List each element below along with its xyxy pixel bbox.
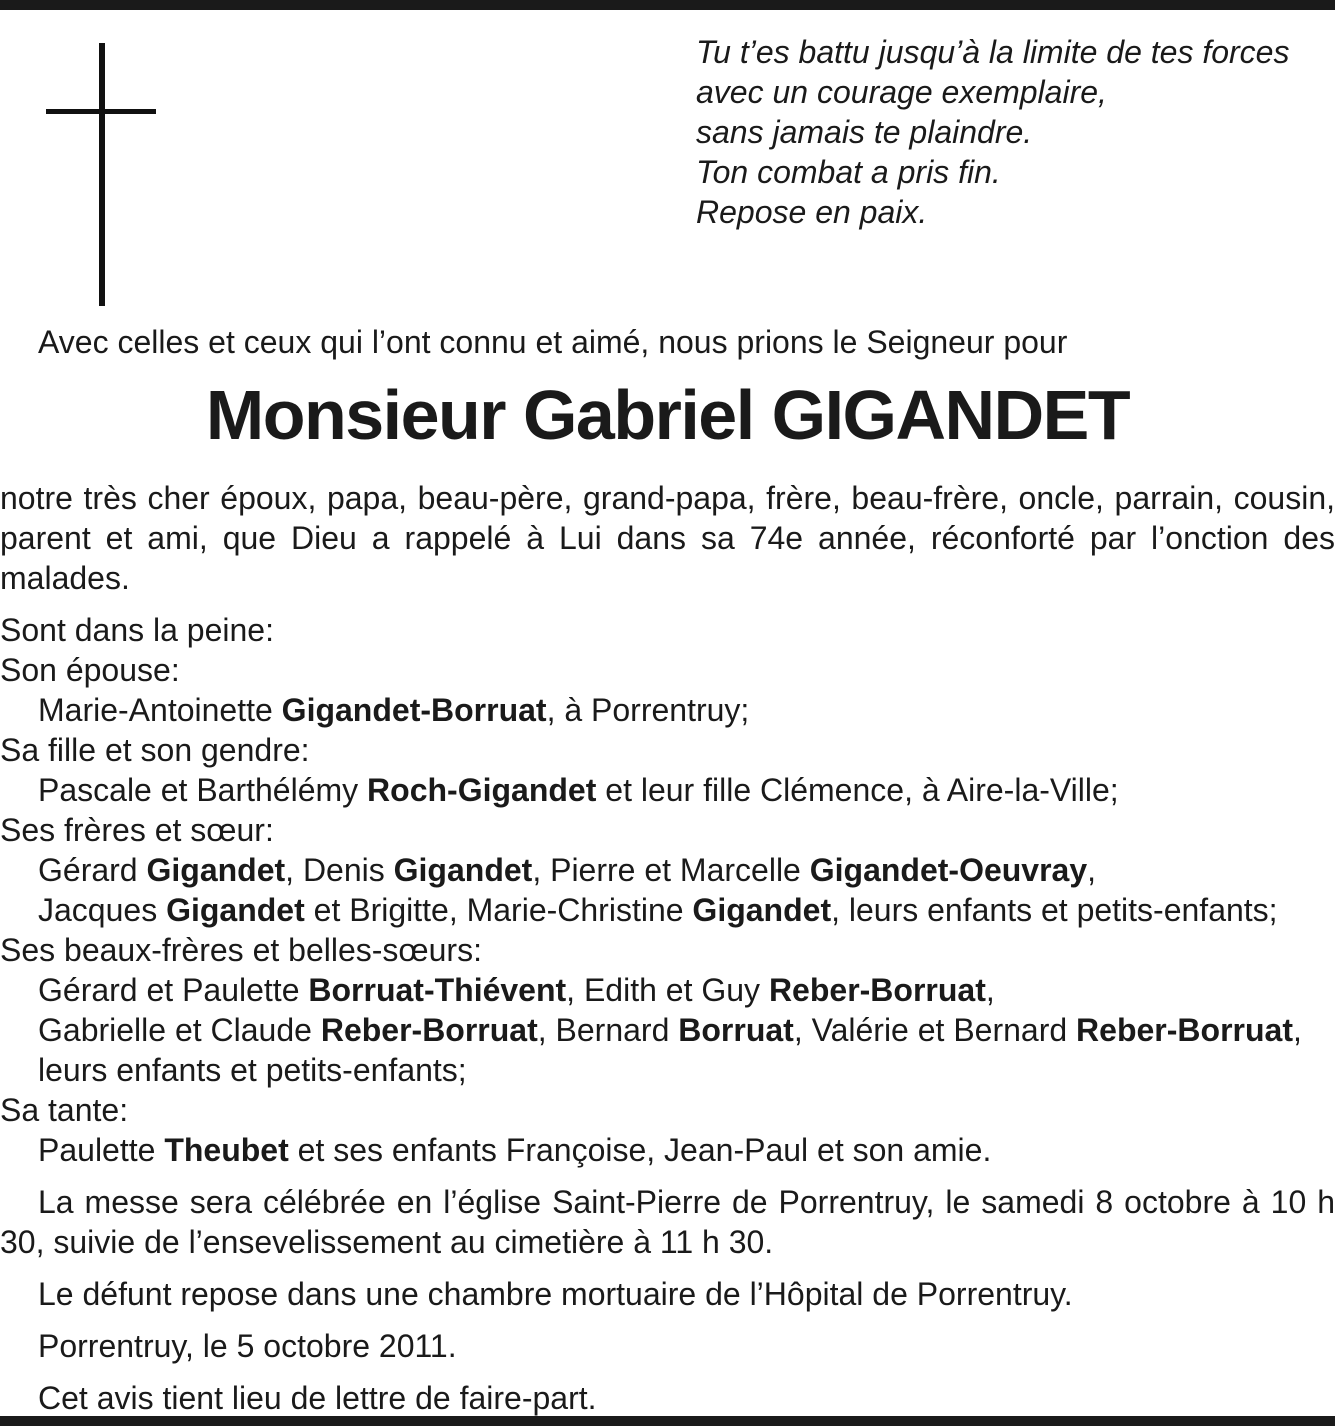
poem-line: Ton combat a pris fin.	[696, 154, 1001, 190]
poem-line: Repose en paix.	[696, 194, 928, 230]
poem	[696, 32, 1326, 232]
inlaws-line: leurs enfants et petits-enfants;	[38, 1052, 467, 1088]
mass-paragraph: La messe sera célébrée en l’église Saint-Pierre de Porrentruy, le samedi 8 octobre à 10 h 30, suivie de l’ensevelissement au cimetière à 11 h 30.	[0, 1184, 1335, 1260]
poem-line: sans jamais te plaindre.	[696, 114, 1033, 150]
poem-line: Tu t’es battu jusqu’à la limite de tes forces	[696, 34, 1290, 70]
bottom-rule	[0, 1416, 1335, 1426]
top-rule	[0, 0, 1335, 10]
spouse-line: Marie-Antoinette Gigandet-Borruat, à Porrentruy;	[38, 692, 750, 728]
rest-paragraph: Le défunt repose dans une chambre mortuaire de l’Hôpital de Porrentruy.	[38, 1276, 1073, 1312]
mourners-heading: Sont dans la peine:	[0, 612, 274, 648]
poem-line: avec un courage exemplaire,	[696, 74, 1107, 110]
inlaws-label: Ses beaux-frères et belles-sœurs:	[0, 932, 482, 968]
aunt-label: Sa tante:	[0, 1092, 129, 1128]
notice-statement: Cet avis tient lieu de lettre de faire-part.	[38, 1380, 597, 1416]
description-paragraph: notre très cher époux, papa, beau-père, grand-papa, frère, beau-frère, oncle, parrain, cousin, parent et ami, que Dieu a rappelé à Lui dans sa 74e année, réconforté par l’onction des malades.	[0, 480, 1335, 596]
cross-horizontal-bar	[46, 109, 156, 114]
inlaws-line: Gabrielle et Claude Reber-Borruat, Bernard Borruat, Valérie et Bernard Reber-Borruat,	[38, 1012, 1302, 1048]
deceased-name: Monsieur Gabriel GIGANDET	[205, 376, 1130, 454]
siblings-line: Gérard Gigandet, Denis Gigandet, Pierre et Marcelle Gigandet-Oeuvray,	[38, 852, 1097, 888]
inlaws-line: Gérard et Paulette Borruat-Thiévent, Edith et Guy Reber-Borruat,	[38, 972, 995, 1008]
cross-vertical-bar	[99, 43, 105, 306]
intro-text: Avec celles et ceux qui l’ont connu et aimé, nous prions le Seigneur pour	[38, 324, 1068, 360]
place-date: Porrentruy, le 5 octobre 2011.	[38, 1328, 457, 1364]
daughter-label: Sa fille et son gendre:	[0, 732, 310, 768]
notice-body	[0, 478, 1335, 1418]
aunt-line: Paulette Theubet et ses enfants Françoise, Jean-Paul et son amie.	[38, 1132, 992, 1168]
siblings-line: Jacques Gigandet et Brigitte, Marie-Christine Gigandet, leurs enfants et petits-enfants;	[38, 892, 1278, 928]
spouse-label: Son épouse:	[0, 652, 180, 688]
daughter-line: Pascale et Barthélémy Roch-Gigandet et leur fille Clémence, à Aire-la-Ville;	[38, 772, 1119, 808]
siblings-label: Ses frères et sœur:	[0, 812, 274, 848]
